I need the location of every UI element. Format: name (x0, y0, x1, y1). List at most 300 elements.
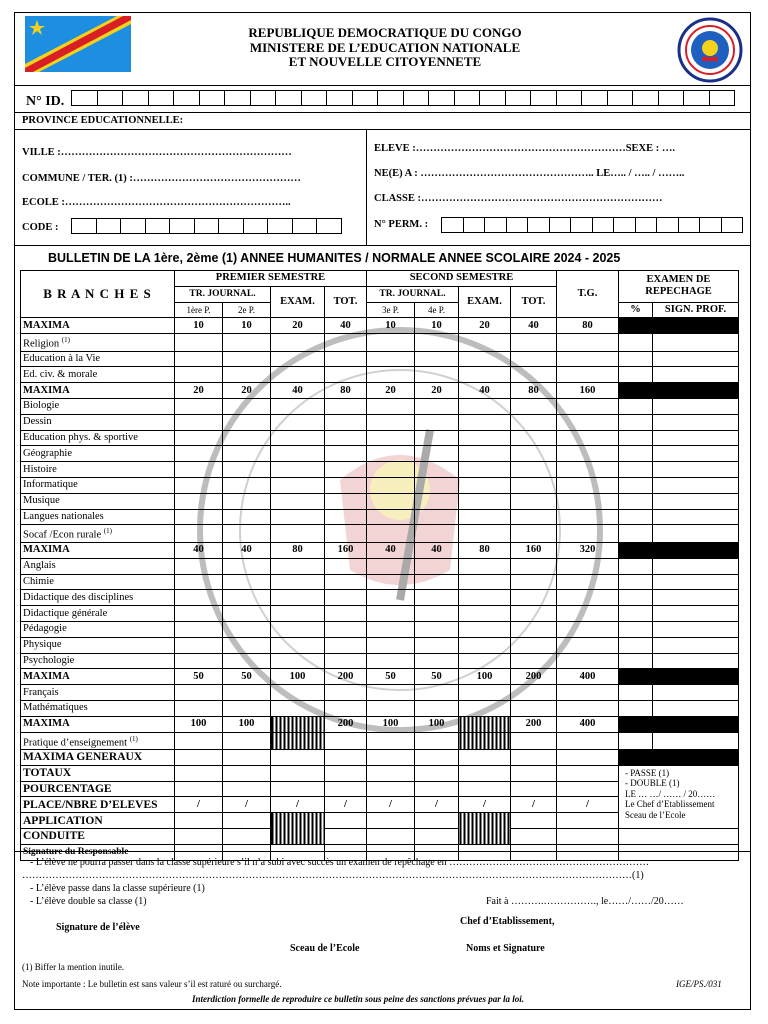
grade-cell[interactable] (367, 829, 415, 845)
repechage-pct-cell[interactable] (619, 653, 653, 669)
char-box[interactable] (441, 217, 464, 233)
grade-cell[interactable] (367, 621, 415, 637)
grade-cell[interactable] (511, 813, 557, 829)
grade-cell[interactable] (557, 574, 619, 590)
grade-cell[interactable] (415, 414, 459, 430)
decision-box[interactable] (619, 765, 739, 828)
grade-cell[interactable] (175, 334, 223, 352)
grade-cell[interactable] (367, 446, 415, 462)
grade-cell[interactable] (557, 829, 619, 845)
grade-cell[interactable] (325, 558, 367, 574)
grade-cell[interactable] (325, 781, 367, 797)
grade-cell[interactable] (223, 653, 271, 669)
grade-cell[interactable] (325, 493, 367, 509)
grade-cell[interactable] (415, 493, 459, 509)
place-cell[interactable]: / (459, 797, 511, 813)
grade-cell[interactable] (511, 478, 557, 494)
grade-cell[interactable] (223, 414, 271, 430)
repechage-pct-cell[interactable] (619, 621, 653, 637)
grade-cell[interactable] (271, 525, 325, 543)
grade-cell[interactable] (557, 509, 619, 525)
grade-cell[interactable] (557, 525, 619, 543)
char-box[interactable] (479, 90, 506, 106)
grade-cell[interactable] (459, 637, 511, 653)
repechage-pct-cell[interactable] (619, 509, 653, 525)
grade-cell[interactable] (223, 351, 271, 367)
grade-cell[interactable] (325, 750, 367, 766)
grade-cell[interactable] (175, 813, 223, 829)
grade-cell[interactable] (511, 462, 557, 478)
grade-cell[interactable] (367, 334, 415, 352)
grade-cell[interactable] (175, 685, 223, 701)
repechage-pct-cell[interactable] (619, 414, 653, 430)
char-box[interactable] (275, 90, 302, 106)
grade-cell[interactable] (271, 478, 325, 494)
grade-cell[interactable] (367, 653, 415, 669)
grade-cell[interactable] (325, 637, 367, 653)
grade-cell[interactable] (223, 732, 271, 750)
grade-cell[interactable] (415, 829, 459, 845)
char-box[interactable] (428, 90, 455, 106)
place-cell[interactable]: / (367, 797, 415, 813)
grade-cell[interactable] (367, 700, 415, 716)
grade-cell[interactable] (271, 781, 325, 797)
grade-cell[interactable] (325, 700, 367, 716)
grade-cell[interactable] (223, 430, 271, 446)
char-box[interactable] (656, 217, 679, 233)
grade-cell[interactable] (415, 590, 459, 606)
repechage-pct-cell[interactable] (619, 606, 653, 622)
grade-cell[interactable] (511, 637, 557, 653)
grade-cell[interactable] (415, 732, 459, 750)
place-cell[interactable]: / (557, 797, 619, 813)
char-box[interactable] (224, 90, 251, 106)
repechage-sign-cell[interactable] (653, 590, 739, 606)
grade-cell[interactable] (271, 462, 325, 478)
grade-cell[interactable] (367, 462, 415, 478)
eleve-field[interactable]: ELEVE :……………………………………………………SEXE : …. (374, 143, 676, 154)
grade-cell[interactable] (557, 367, 619, 383)
grade-cell[interactable] (415, 813, 459, 829)
repechage-sign-cell[interactable] (653, 637, 739, 653)
char-box[interactable] (581, 90, 608, 106)
grade-cell[interactable] (415, 367, 459, 383)
grade-cell[interactable] (325, 430, 367, 446)
char-box[interactable] (721, 217, 744, 233)
repechage-pct-cell[interactable] (619, 590, 653, 606)
grade-cell[interactable] (557, 606, 619, 622)
char-box[interactable] (454, 90, 481, 106)
char-box[interactable] (403, 90, 430, 106)
grade-cell[interactable] (271, 414, 325, 430)
grade-cell[interactable] (557, 765, 619, 781)
repechage-sign-cell[interactable] (653, 334, 739, 352)
char-box[interactable] (530, 90, 557, 106)
grade-cell[interactable] (175, 351, 223, 367)
grade-cell[interactable] (511, 829, 557, 845)
grade-cell[interactable] (511, 574, 557, 590)
grade-cell[interactable] (511, 765, 557, 781)
char-box[interactable] (607, 90, 634, 106)
grade-cell[interactable] (511, 525, 557, 543)
grade-cell[interactable] (415, 399, 459, 415)
place-cell[interactable]: / (325, 797, 367, 813)
grade-cell[interactable] (511, 621, 557, 637)
char-box[interactable] (506, 217, 529, 233)
grade-cell[interactable] (223, 334, 271, 352)
grade-cell[interactable] (271, 700, 325, 716)
grade-cell[interactable] (223, 637, 271, 653)
grade-cell[interactable] (459, 430, 511, 446)
place-cell[interactable]: / (511, 797, 557, 813)
grade-cell[interactable] (175, 525, 223, 543)
char-box[interactable] (709, 90, 736, 106)
grade-cell[interactable] (271, 509, 325, 525)
char-box[interactable] (71, 218, 97, 234)
char-box[interactable] (316, 218, 342, 234)
grade-cell[interactable] (325, 414, 367, 430)
repechage-pct-cell[interactable] (619, 399, 653, 415)
repechage-pct-cell[interactable] (619, 525, 653, 543)
repechage-pct-cell[interactable] (619, 700, 653, 716)
grade-cell[interactable] (415, 446, 459, 462)
repechage-sign-cell[interactable] (653, 574, 739, 590)
repechage-pct-cell[interactable] (619, 462, 653, 478)
grade-cell[interactable] (175, 590, 223, 606)
grade-cell[interactable] (223, 685, 271, 701)
grade-cell[interactable] (459, 478, 511, 494)
char-box[interactable] (120, 218, 146, 234)
grade-cell[interactable] (367, 750, 415, 766)
char-box[interactable] (243, 218, 269, 234)
grade-cell[interactable] (367, 685, 415, 701)
grade-cell[interactable] (175, 558, 223, 574)
grade-cell[interactable] (367, 606, 415, 622)
grade-cell[interactable] (511, 334, 557, 352)
grade-cell[interactable] (325, 621, 367, 637)
grade-cell[interactable] (415, 462, 459, 478)
grade-cell[interactable] (367, 414, 415, 430)
char-box[interactable] (635, 217, 658, 233)
repechage-sign-cell[interactable] (653, 351, 739, 367)
grade-cell[interactable] (459, 606, 511, 622)
place-cell[interactable]: / (271, 797, 325, 813)
grade-cell[interactable] (223, 509, 271, 525)
repechage-pct-cell[interactable] (619, 493, 653, 509)
repechage-sign-cell[interactable] (653, 462, 739, 478)
grade-cell[interactable] (367, 813, 415, 829)
grade-cell[interactable] (459, 509, 511, 525)
grade-cell[interactable] (557, 430, 619, 446)
repechage-pct-cell[interactable] (619, 367, 653, 383)
grade-cell[interactable] (511, 685, 557, 701)
repechage-pct-cell[interactable] (619, 430, 653, 446)
grade-cell[interactable] (459, 765, 511, 781)
grade-cell[interactable] (175, 399, 223, 415)
char-box[interactable] (683, 90, 710, 106)
repechage-sign-cell[interactable] (653, 367, 739, 383)
grade-cell[interactable] (271, 606, 325, 622)
grade-cell[interactable] (415, 558, 459, 574)
grade-cell[interactable] (557, 653, 619, 669)
char-box[interactable] (71, 90, 98, 106)
grade-cell[interactable] (511, 493, 557, 509)
grade-cell[interactable] (459, 700, 511, 716)
grade-cell[interactable] (557, 478, 619, 494)
char-box[interactable] (250, 90, 277, 106)
grade-cell[interactable] (557, 621, 619, 637)
grade-cell[interactable] (367, 399, 415, 415)
grade-cell[interactable] (511, 509, 557, 525)
grade-cell[interactable] (325, 478, 367, 494)
grade-cell[interactable] (223, 781, 271, 797)
place-cell[interactable]: / (223, 797, 271, 813)
repechage-pct-cell[interactable] (619, 334, 653, 352)
grade-cell[interactable] (367, 574, 415, 590)
char-box[interactable] (301, 90, 328, 106)
grade-cell[interactable] (223, 478, 271, 494)
char-box[interactable] (148, 90, 175, 106)
grade-cell[interactable] (223, 700, 271, 716)
repechage-sign-cell[interactable] (653, 732, 739, 750)
grade-cell[interactable] (511, 732, 557, 750)
grade-cell[interactable] (415, 685, 459, 701)
char-box[interactable] (527, 217, 550, 233)
char-box[interactable] (145, 218, 171, 234)
grade-cell[interactable] (175, 781, 223, 797)
grade-cell[interactable] (175, 637, 223, 653)
repechage-pct-cell[interactable] (619, 637, 653, 653)
grade-cell[interactable] (511, 414, 557, 430)
repechage-pct-cell[interactable] (619, 446, 653, 462)
place-cell[interactable]: / (175, 797, 223, 813)
grade-cell[interactable] (511, 399, 557, 415)
grade-cell[interactable] (367, 732, 415, 750)
repechage-pct-cell[interactable] (619, 351, 653, 367)
grade-cell[interactable] (511, 606, 557, 622)
grade-cell[interactable] (459, 574, 511, 590)
grade-cell[interactable] (459, 462, 511, 478)
grade-cell[interactable] (223, 462, 271, 478)
grade-cell[interactable] (557, 493, 619, 509)
grade-cell[interactable] (223, 750, 271, 766)
grade-cell[interactable] (223, 813, 271, 829)
repechage-sign-cell[interactable] (653, 653, 739, 669)
grade-cell[interactable] (415, 621, 459, 637)
grade-cell[interactable] (415, 525, 459, 543)
grade-cell[interactable] (223, 574, 271, 590)
char-box[interactable] (267, 218, 293, 234)
char-box[interactable] (592, 217, 615, 233)
grade-cell[interactable] (367, 493, 415, 509)
grade-cell[interactable] (459, 334, 511, 352)
grade-cell[interactable] (271, 750, 325, 766)
grade-cell[interactable] (557, 334, 619, 352)
grade-cell[interactable] (325, 813, 367, 829)
grade-cell[interactable] (271, 334, 325, 352)
grade-cell[interactable] (271, 637, 325, 653)
place-cell[interactable]: / (415, 797, 459, 813)
grade-cell[interactable] (415, 478, 459, 494)
grade-cell[interactable] (415, 334, 459, 352)
grade-cell[interactable] (175, 606, 223, 622)
grade-cell[interactable] (511, 446, 557, 462)
grade-cell[interactable] (223, 493, 271, 509)
grade-cell[interactable] (415, 606, 459, 622)
grade-cell[interactable] (459, 653, 511, 669)
grade-cell[interactable] (367, 509, 415, 525)
grade-cell[interactable] (415, 637, 459, 653)
grade-cell[interactable] (223, 621, 271, 637)
char-box[interactable] (194, 218, 220, 234)
grade-cell[interactable] (223, 525, 271, 543)
char-box[interactable] (377, 90, 404, 106)
repechage-sign-cell[interactable] (653, 493, 739, 509)
char-box[interactable] (699, 217, 722, 233)
grade-cell[interactable] (415, 351, 459, 367)
grade-cell[interactable] (325, 653, 367, 669)
char-box[interactable] (632, 90, 659, 106)
grade-cell[interactable] (271, 430, 325, 446)
char-box[interactable] (678, 217, 701, 233)
grade-cell[interactable] (557, 558, 619, 574)
grade-cell[interactable] (271, 399, 325, 415)
grade-cell[interactable] (557, 446, 619, 462)
grade-cell[interactable] (557, 399, 619, 415)
char-box[interactable] (292, 218, 318, 234)
grade-cell[interactable] (557, 781, 619, 797)
grade-cell[interactable] (415, 750, 459, 766)
grade-cell[interactable] (557, 414, 619, 430)
grade-cell[interactable] (223, 606, 271, 622)
grade-cell[interactable] (459, 414, 511, 430)
classe-field[interactable]: CLASSE :…………………………………………………………… (374, 193, 663, 204)
grade-cell[interactable] (325, 590, 367, 606)
char-box[interactable] (613, 217, 636, 233)
repechage-sign-cell[interactable] (653, 430, 739, 446)
grade-cell[interactable] (367, 351, 415, 367)
grade-cell[interactable] (175, 430, 223, 446)
char-box[interactable] (658, 90, 685, 106)
ville-field[interactable]: VILLE :………………………………………………………… (22, 147, 292, 158)
grade-cell[interactable] (367, 765, 415, 781)
grade-cell[interactable] (325, 765, 367, 781)
grade-cell[interactable] (415, 430, 459, 446)
grade-cell[interactable] (325, 334, 367, 352)
grade-cell[interactable] (511, 781, 557, 797)
grade-cell[interactable] (325, 685, 367, 701)
grade-cell[interactable] (175, 829, 223, 845)
char-box[interactable] (463, 217, 486, 233)
grade-cell[interactable] (271, 558, 325, 574)
grade-cell[interactable] (271, 765, 325, 781)
repechage-pct-cell[interactable] (619, 478, 653, 494)
grade-cell[interactable] (175, 462, 223, 478)
grade-cell[interactable] (557, 813, 619, 829)
grade-cell[interactable] (459, 781, 511, 797)
grade-cell[interactable] (175, 653, 223, 669)
repechage-sign-cell[interactable] (653, 685, 739, 701)
grade-cell[interactable] (557, 637, 619, 653)
grade-cell[interactable] (367, 558, 415, 574)
grade-cell[interactable] (511, 367, 557, 383)
grade-cell[interactable] (271, 351, 325, 367)
grade-cell[interactable] (271, 653, 325, 669)
char-box[interactable] (96, 218, 122, 234)
grade-cell[interactable] (325, 351, 367, 367)
grade-cell[interactable] (511, 750, 557, 766)
grade-cell[interactable] (223, 829, 271, 845)
grade-cell[interactable] (415, 509, 459, 525)
grade-cell[interactable] (367, 367, 415, 383)
grade-cell[interactable] (415, 700, 459, 716)
grade-cell[interactable] (271, 685, 325, 701)
repechage-pct-cell[interactable] (619, 574, 653, 590)
grade-cell[interactable] (175, 574, 223, 590)
grade-cell[interactable] (459, 685, 511, 701)
grade-cell[interactable] (325, 574, 367, 590)
grade-cell[interactable] (367, 478, 415, 494)
grade-cell[interactable] (271, 367, 325, 383)
repechage-pct-cell[interactable] (619, 685, 653, 701)
grade-cell[interactable] (223, 558, 271, 574)
grade-cell[interactable] (271, 590, 325, 606)
grade-cell[interactable] (175, 367, 223, 383)
repechage-sign-cell[interactable] (653, 446, 739, 462)
grade-cell[interactable] (459, 621, 511, 637)
repechage-sign-cell[interactable] (653, 478, 739, 494)
grade-cell[interactable] (557, 750, 619, 766)
grade-cell[interactable] (325, 462, 367, 478)
grade-cell[interactable] (367, 637, 415, 653)
grade-cell[interactable] (415, 765, 459, 781)
grade-cell[interactable] (223, 399, 271, 415)
grade-cell[interactable] (223, 765, 271, 781)
grade-cell[interactable] (325, 399, 367, 415)
ecole-field[interactable]: ECOLE :……………………………………………………….. (22, 197, 291, 208)
grade-cell[interactable] (557, 685, 619, 701)
repechage-sign-cell[interactable] (653, 558, 739, 574)
grade-cell[interactable] (175, 509, 223, 525)
grade-cell[interactable] (459, 351, 511, 367)
grade-cell[interactable] (511, 653, 557, 669)
grade-cell[interactable] (223, 590, 271, 606)
grade-cell[interactable] (271, 621, 325, 637)
grade-cell[interactable] (325, 509, 367, 525)
grade-cell[interactable] (325, 525, 367, 543)
char-box[interactable] (173, 90, 200, 106)
char-box[interactable] (97, 90, 124, 106)
grade-cell[interactable] (459, 493, 511, 509)
grade-cell[interactable] (223, 367, 271, 383)
char-box[interactable] (484, 217, 507, 233)
grade-cell[interactable] (557, 351, 619, 367)
grade-cell[interactable] (175, 732, 223, 750)
grade-cell[interactable] (325, 367, 367, 383)
repechage-sign-cell[interactable] (653, 621, 739, 637)
grade-cell[interactable] (271, 574, 325, 590)
char-box[interactable] (326, 90, 353, 106)
grade-cell[interactable] (557, 700, 619, 716)
grade-cell[interactable] (459, 590, 511, 606)
commune-field[interactable]: COMMUNE / TER. (1) :………………………………………… (22, 173, 301, 184)
ne-field[interactable]: NE(E) A : ………………………………………….. LE….. / ….. / …….. (374, 168, 685, 179)
grade-cell[interactable] (557, 732, 619, 750)
repechage-sign-cell[interactable] (653, 606, 739, 622)
grade-cell[interactable] (511, 700, 557, 716)
grade-cell[interactable] (511, 558, 557, 574)
repechage-pct-cell[interactable] (619, 732, 653, 750)
